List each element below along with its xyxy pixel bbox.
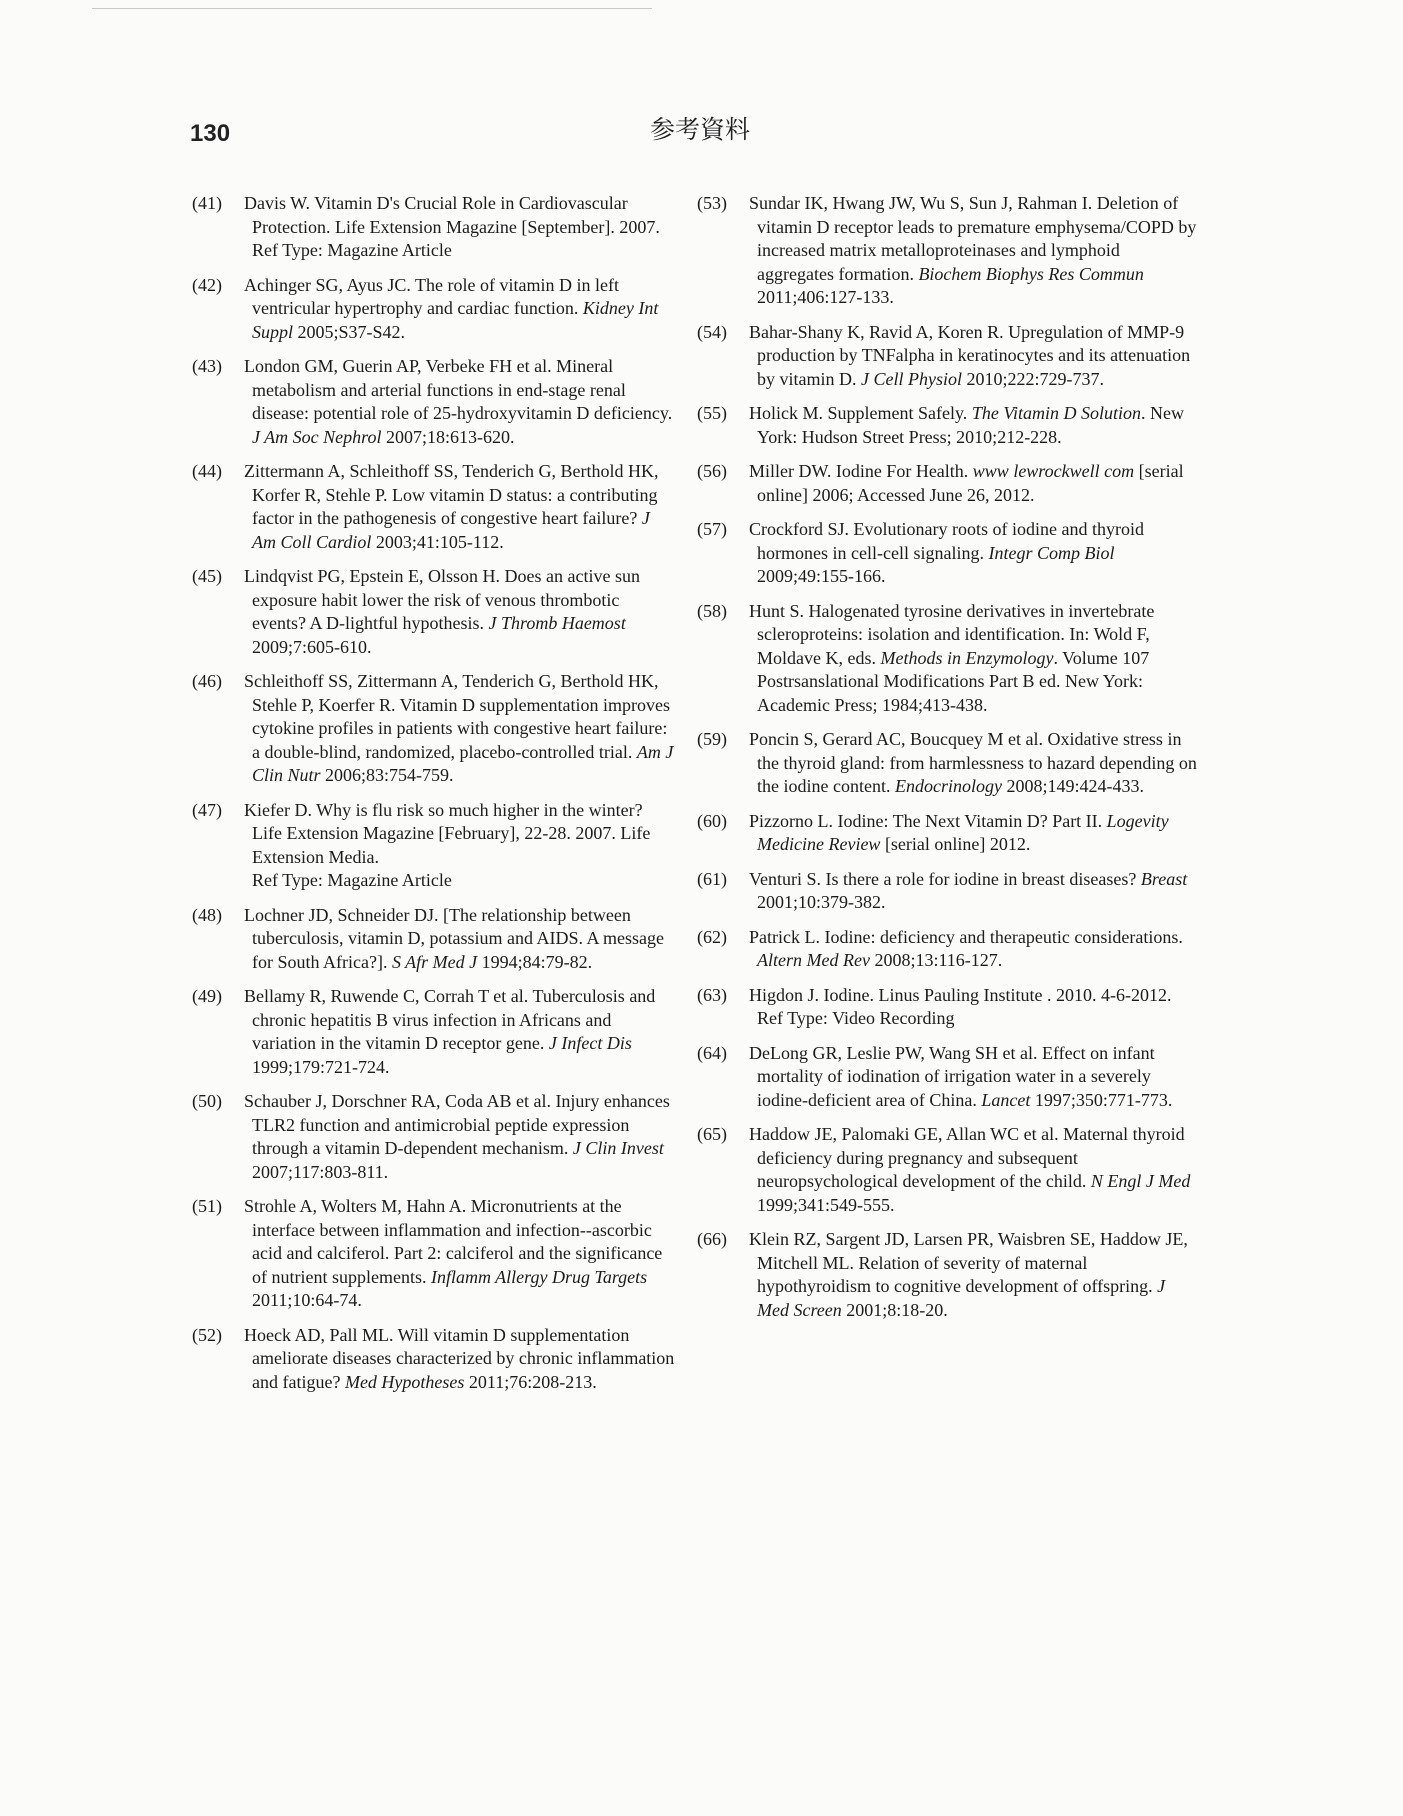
page-title: 参考資料 bbox=[649, 115, 750, 144]
reference-item bbox=[697, 600, 1197, 718]
reference-item bbox=[192, 192, 677, 263]
reference-item bbox=[192, 1195, 677, 1313]
reference-segment: 2001;10:379-382. bbox=[757, 892, 886, 912]
reference-item bbox=[192, 274, 677, 345]
reference-journal: J Am Coll Cardiol bbox=[252, 508, 650, 552]
reference-segment: [serial online] 2006; Accessed June 26, 2012. bbox=[757, 461, 1184, 505]
reference-segment: 1999;179:721-724. bbox=[252, 1056, 390, 1077]
reference-text bbox=[244, 274, 677, 345]
reference-number: (52) bbox=[192, 1324, 222, 1345]
reference-text bbox=[749, 926, 1197, 973]
reference-item bbox=[697, 984, 1197, 1031]
reference-text bbox=[244, 1324, 677, 1395]
reference-type-note: Ref Type: Magazine Article bbox=[252, 870, 452, 890]
reference-text bbox=[749, 460, 1197, 507]
reference-segment: . Volume 107 Postrsanslational Modifications Part B ed. New York: Academic Press; 1984;413-438. bbox=[757, 647, 1150, 715]
reference-segment: Davis W. Vitamin D's Crucial Role in Cardiovascular Protection. Life Extension Magazine [September]. 2007. bbox=[244, 193, 660, 237]
reference-journal: Methods in Enzymology bbox=[880, 647, 1054, 668]
reference-text bbox=[244, 799, 677, 870]
reference-segment: 2011;10:64-74. bbox=[252, 1290, 362, 1310]
reference-segment: Holick M. Supplement Safely. bbox=[749, 403, 972, 423]
reference-item bbox=[697, 192, 1197, 310]
reference-journal: Med Hypotheses bbox=[344, 1371, 465, 1392]
reference-journal: S Afr Med J bbox=[391, 951, 478, 972]
reference-journal: J Med Screen bbox=[757, 1276, 1166, 1320]
reference-number: (59) bbox=[697, 729, 727, 749]
reference-segment: Strohle A, Wolters M, Hahn A. Micronutrients at the interface between inflammation and infection--ascorbic acid and calciferol. Part 2: calciferol and the significance of nutrient supplements. bbox=[244, 1196, 663, 1287]
reference-journal: J Am Soc Nephrol bbox=[252, 426, 382, 447]
reference-item bbox=[192, 904, 677, 975]
reference-item bbox=[192, 985, 677, 1079]
reference-text bbox=[749, 192, 1197, 310]
reference-segment: Bahar-Shany K, Ravid A, Koren R. Upregulation of MMP-9 production by TNFalpha in keratinocytes and its attenuation by vitamin D. bbox=[749, 321, 1191, 389]
reference-text bbox=[749, 518, 1197, 589]
reference-text bbox=[749, 1123, 1197, 1217]
reference-number: (51) bbox=[192, 1196, 222, 1216]
reference-item bbox=[697, 1042, 1197, 1113]
top-rule bbox=[92, 8, 652, 9]
reference-journal: J Clin Invest bbox=[572, 1138, 664, 1158]
reference-number: (41) bbox=[192, 193, 222, 213]
reference-item bbox=[192, 355, 677, 449]
reference-number: (47) bbox=[192, 799, 222, 820]
reference-segment: 2008;13:116-127. bbox=[869, 950, 1003, 970]
reference-journal: Breast bbox=[1140, 868, 1188, 889]
reference-text bbox=[749, 1042, 1197, 1113]
reference-text bbox=[749, 984, 1197, 1008]
reference-number: (44) bbox=[192, 461, 222, 481]
reference-segment: Lindqvist PG, Epstein E, Olsson H. Does an active sun exposure habit lower the risk of venous thrombotic events? A D-lightful hypothesis. bbox=[244, 566, 640, 633]
reference-number: (45) bbox=[192, 566, 222, 586]
reference-text bbox=[749, 600, 1197, 718]
reference-number: (57) bbox=[697, 519, 727, 539]
reference-type-note: Ref Type: Video Recording bbox=[757, 1008, 955, 1028]
reference-journal: J Thromb Haemost bbox=[488, 613, 626, 633]
reference-number: (60) bbox=[697, 810, 727, 831]
reference-segment: Kiefer D. Why is flu risk so much higher in the winter? Life Extension Magazine [February], 22-28. 2007. Life Extension Media. bbox=[244, 799, 651, 867]
reference-text bbox=[749, 868, 1197, 915]
reference-segment: 2010;222:729-737. bbox=[961, 368, 1104, 389]
reference-segment: . New York: Hudson Street Press; 2010;212-228. bbox=[757, 403, 1184, 447]
reference-segment: 1997;350:771-773. bbox=[1030, 1089, 1173, 1110]
reference-segment: Schleithoff SS, Zittermann A, Tenderich G, Berthold HK, Stehle P, Koerfer R. Vitamin D supplementation improves cytokine profiles in patients with congestive heart failure: a double-blind, randomized, placebo-controlled trial. bbox=[244, 671, 671, 762]
reference-segment: Patrick L. Iodine: deficiency and therapeutic considerations. bbox=[749, 926, 1183, 947]
reference-number: (50) bbox=[192, 1091, 222, 1111]
reference-text bbox=[244, 355, 677, 449]
reference-item bbox=[192, 565, 677, 659]
reference-text bbox=[244, 904, 677, 975]
reference-number: (63) bbox=[697, 984, 727, 1005]
reference-item bbox=[192, 460, 677, 554]
reference-journal: The Vitamin D Solution bbox=[971, 403, 1141, 423]
reference-text bbox=[749, 1228, 1197, 1322]
reference-segment: [serial online] 2012. bbox=[880, 834, 1031, 854]
reference-number: (66) bbox=[697, 1229, 727, 1249]
reference-segment: 2006;83:754-759. bbox=[320, 765, 454, 785]
reference-number: (62) bbox=[697, 926, 727, 947]
reference-journal: Biochem Biophys Res Commun bbox=[918, 263, 1144, 284]
reference-segment: Zittermann A, Schleithoff SS, Tenderich G, Berthold HK, Korfer R, Stehle P. Low vitamin D status: a contributing factor in the pathogenesis of congestive heart failure? bbox=[244, 461, 659, 528]
reference-segment: 2009;7:605-610. bbox=[252, 636, 372, 657]
reference-segment: 2003;41:105-112. bbox=[371, 531, 504, 552]
reference-item bbox=[697, 518, 1197, 589]
reference-text bbox=[244, 565, 677, 659]
reference-segment: DeLong GR, Leslie PW, Wang SH et al. Effect on infant mortality of iodination of irrigation water in a severely iodine-deficient area of China. bbox=[749, 1042, 1155, 1110]
reference-number: (49) bbox=[192, 986, 222, 1006]
reference-text bbox=[244, 192, 677, 239]
reference-item bbox=[697, 1228, 1197, 1322]
reference-segment: 2007;117:803-811. bbox=[252, 1161, 389, 1182]
reference-item bbox=[697, 402, 1197, 449]
reference-journal: J Infect Dis bbox=[548, 1033, 632, 1053]
reference-journal: Am J Clin Nutr bbox=[252, 741, 674, 785]
reference-number: (56) bbox=[697, 461, 727, 481]
reference-text bbox=[244, 1195, 677, 1313]
reference-journal: Inflamm Allergy Drug Targets bbox=[430, 1266, 648, 1287]
reference-item bbox=[697, 728, 1197, 799]
reference-item bbox=[697, 460, 1197, 507]
reference-journal: J Cell Physiol bbox=[861, 368, 962, 389]
reference-number: (54) bbox=[697, 321, 727, 342]
reference-text bbox=[244, 460, 677, 554]
reference-item bbox=[192, 670, 677, 788]
reference-journal: Altern Med Rev bbox=[757, 950, 870, 970]
reference-journal: Endocrinology bbox=[894, 776, 1002, 796]
reference-segment: Higdon J. Iodine. Linus Pauling Institute . 2010. 4-6-2012. bbox=[749, 984, 1172, 1005]
reference-segment: 2007;18:613-620. bbox=[381, 426, 515, 447]
references-column-right bbox=[697, 192, 1197, 1333]
reference-segment: 1994;84:79-82. bbox=[477, 951, 593, 972]
reference-number: (55) bbox=[697, 403, 727, 423]
reference-journal: N Engl J Med bbox=[1090, 1171, 1191, 1191]
references-column-left bbox=[192, 192, 677, 1405]
reference-segment: Klein RZ, Sargent JD, Larsen PR, Waisbren SE, Haddow JE, Mitchell ML. Relation of severity of maternal hypothyroidism to cognitive development of offspring. bbox=[749, 1229, 1188, 1296]
reference-item bbox=[192, 1090, 677, 1184]
reference-journal: Logevity Medicine Review bbox=[757, 810, 1169, 854]
reference-item bbox=[697, 810, 1197, 857]
reference-segment: Haddow JE, Palomaki GE, Allan WC et al. Maternal thyroid deficiency during pregnancy and subsequent neuropsychological development of the child. bbox=[749, 1124, 1185, 1191]
reference-number: (53) bbox=[697, 193, 727, 213]
reference-segment: Venturi S. Is there a role for iodine in breast diseases? bbox=[749, 868, 1141, 889]
reference-segment: Pizzorno L. Iodine: The Next Vitamin D? Part II. bbox=[749, 810, 1107, 831]
reference-segment: Poncin S, Gerard AC, Boucquey M et al. Oxidative stress in the thyroid gland: from harmlessness to hazard depending on the iodine content. bbox=[749, 729, 1197, 796]
reference-item bbox=[697, 321, 1197, 392]
reference-journal: www lewrockwell com bbox=[972, 461, 1135, 481]
reference-item bbox=[697, 1123, 1197, 1217]
reference-segment: 2009;49:155-166. bbox=[757, 566, 886, 586]
reference-text bbox=[749, 810, 1197, 857]
reference-text bbox=[749, 728, 1197, 799]
reference-segment: 2011;76:208-213. bbox=[464, 1371, 597, 1392]
page-number: 130 bbox=[190, 120, 231, 147]
reference-number: (64) bbox=[697, 1042, 727, 1063]
reference-segment: 2001;8:18-20. bbox=[841, 1299, 948, 1320]
reference-segment: 1999;341:549-555. bbox=[757, 1194, 895, 1215]
reference-number: (43) bbox=[192, 356, 222, 376]
reference-type-note: Ref Type: Magazine Article bbox=[252, 240, 452, 260]
reference-journal: Kidney Int Suppl bbox=[252, 298, 659, 342]
reference-segment: Bellamy R, Ruwende C, Corrah T et al. Tuberculosis and chronic hepatitis B virus infection in Africans and variation in the vitamin D receptor gene. bbox=[244, 986, 656, 1053]
reference-segment: Hoeck AD, Pall ML. Will vitamin D supplementation ameliorate diseases characterized by chronic inflammation and fatigue? bbox=[244, 1324, 675, 1392]
reference-item bbox=[192, 1324, 677, 1395]
reference-segment: Schauber J, Dorschner RA, Coda AB et al. Injury enhances TLR2 function and antimicrobial peptide expression through a vitamin D-dependent mechanism. bbox=[244, 1091, 670, 1158]
reference-segment: Miller DW. Iodine For Health. bbox=[749, 461, 973, 481]
reference-segment: 2008;149:424-433. bbox=[1001, 776, 1144, 796]
reference-text bbox=[244, 985, 677, 1079]
reference-segment: 2005;S37-S42. bbox=[293, 321, 406, 342]
reference-number: (61) bbox=[697, 868, 727, 889]
reference-segment: 2011;406:127-133. bbox=[757, 287, 894, 307]
reference-number: (46) bbox=[192, 671, 222, 691]
reference-segment: Sundar IK, Hwang JW, Wu S, Sun J, Rahman I. Deletion of vitamin D receptor leads to premature emphysema/COPD by increased matrix metalloproteinases and lymphoid aggregates formation. bbox=[749, 193, 1197, 284]
reference-item bbox=[697, 868, 1197, 915]
reference-number: (65) bbox=[697, 1124, 727, 1144]
reference-number: (42) bbox=[192, 274, 222, 295]
reference-text bbox=[749, 402, 1197, 449]
reference-number: (48) bbox=[192, 904, 222, 925]
reference-journal: Integr Comp Biol bbox=[988, 542, 1115, 563]
reference-segment: Lochner JD, Schneider DJ. [The relationship between tuberculosis, vitamin D, potassium and AIDS. A message for South Africa?]. bbox=[244, 904, 664, 972]
reference-text bbox=[244, 1090, 677, 1184]
reference-journal: Lancet bbox=[981, 1089, 1031, 1110]
reference-text bbox=[244, 670, 677, 788]
reference-segment: London GM, Guerin AP, Verbeke FH et al. Mineral metabolism and arterial functions in end-stage renal disease: potential role of 25-hydroxyvitamin D deficiency. bbox=[244, 356, 673, 423]
reference-segment: Achinger SG, Ayus JC. The role of vitamin D in left ventricular hypertrophy and cardiac function. bbox=[244, 274, 619, 318]
reference-item bbox=[192, 799, 677, 893]
reference-segment: Crockford SJ. Evolutionary roots of iodine and thyroid hormones in cell-cell signaling. bbox=[749, 519, 1144, 563]
reference-number: (58) bbox=[697, 600, 727, 621]
reference-text bbox=[749, 321, 1197, 392]
reference-segment: Hunt S. Halogenated tyrosine derivatives in invertebrate scleroproteins: isolation and identification. In: Wold F, Moldave K, eds. bbox=[749, 600, 1155, 668]
reference-item bbox=[697, 926, 1197, 973]
